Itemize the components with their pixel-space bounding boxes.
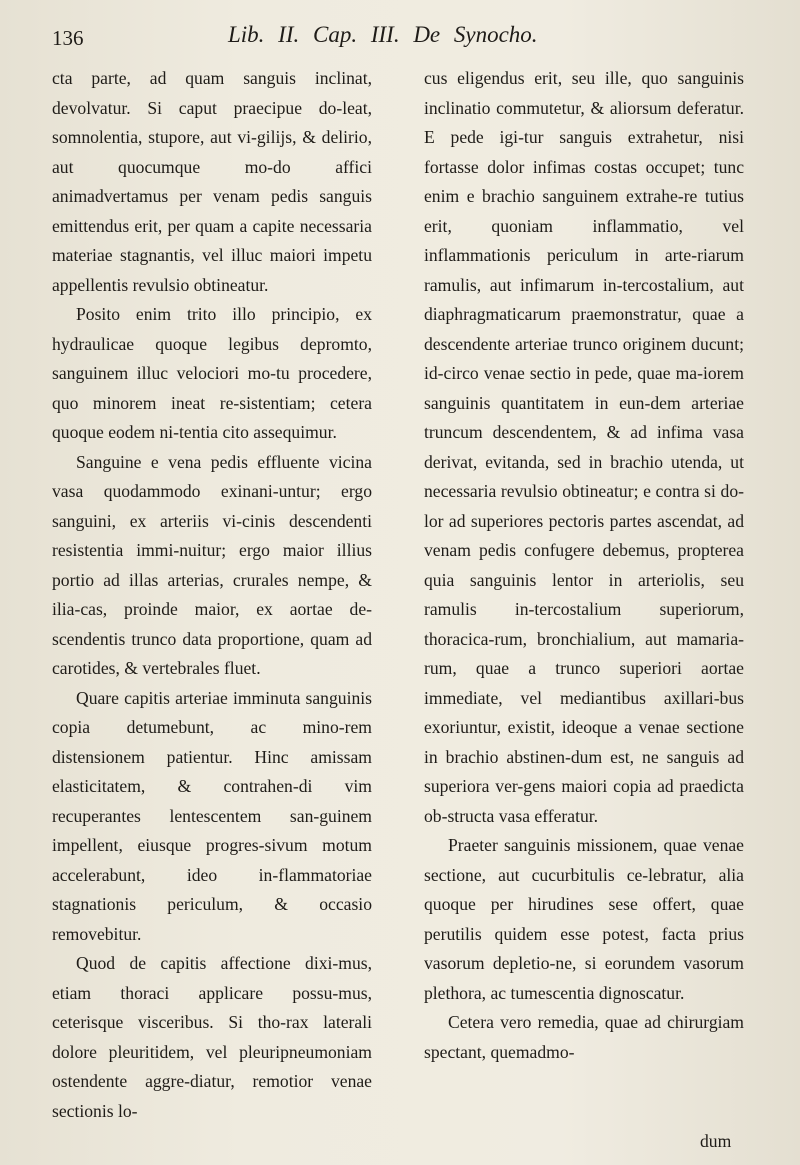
running-title: Lib. II. Cap. III. De Synocho.	[228, 22, 538, 47]
right-column	[424, 64, 744, 1067]
page-number: 136	[52, 26, 84, 50]
paragraph: cus eligendus erit, seu ille, quo sanguinis inclinatio commutetur, & aliorsum deferatur. E pede igi-tur sanguis extrahetur, nisi fortasse dolor infimas costas occupet; tunc enim e brachio sanguinem extrahe-re tutius erit, quoniam inflammatio, vel inflammationis periculum in arte-riarum ramulis, aut infimarum in-tercostalium, aut diaphragmaticarum praemonstratur, quae a descendente arteriae trunco originem ducunt; id-circo venae sectio in pede, quae ma-iorem sanguinis quantitatem in eun-dem arteriae truncum descendentem, & ad infima vasa derivat, evitanda, sed in brachio utenda, ut necessaria revulsio obtineatur; e contra si do-lor ad superiores pectoris partes ascendat, ad venam pedis confugere debemus, propterea quia sanguinis lentor in arteriolis, seu ramulis in-tercostalium superiorum, thoracica-rum, bronchialium, aut mamaria-rum, quae a trunco superiori aortae immediate, vel mediantibus axillari-bus exoriuntur, existit, ideoque a venae sectione in brachio abstinen-dum est, ne sanguis ad superiora ver-gens maiori copia ad praedicta ob-structa vasa efferatur.	[424, 68, 744, 826]
paragraph: Quare capitis arteriae imminuta sanguinis copia detumebunt, ac mino-rem distensionem patientur. Hinc amissam elasticitatem, & contrahen-di vim recuperantes lentescentem san-guinem impellent, eiusque progres-sivum motum accelerabunt, ideo in-flammatoriae stagnationis periculum, & occasio removebitur.	[52, 687, 372, 944]
paragraph: Quod de capitis affectione dixi-mus, etiam thoraci applicare possu-mus, ceterisque visceribus. Si tho-rax laterali dolore pleuritidem, vel pleuripneumoniam ostendente aggre-diatur, remotior venae sectionis lo-	[52, 953, 372, 1121]
paragraph: Cetera vero remedia, quae ad chirurgiam spectant, quemadmo-	[424, 1012, 744, 1062]
paragraph: Posito enim trito illo principio, ex hydraulicae quoque legibus depromto, sanguinem illuc velociori mo-tu procedere, quo minorem ineat re-sistentiam; cetera quoque eodem ni-tentia cito assequimur.	[52, 304, 372, 442]
page-header	[52, 18, 752, 58]
catchword: dum	[700, 1131, 732, 1151]
paragraph: cta parte, ad quam sanguis inclinat, devolvatur. Si caput praecipue do-leat, somnolentia, stupore, aut vi-gilijs, & delirio, aut quocumque mo-do affici animadvertamus per venam pedis sanguis emittendus erit, per quam a capite necessaria materiae stagnantis, vel illuc maiori impetu appellentis revulsio obtineatur.	[52, 68, 372, 295]
paragraph: Praeter sanguinis missionem, quae venae sectione, aut cucurbitulis ce-lebratur, alia quoque per hirudines sese offert, quae perutilis quidem esse potest, facta prius vasorum depletio-ne, si eorundem vasorum plethora, ac tumescentia dignoscatur.	[424, 835, 744, 1003]
paragraph: Sanguine e vena pedis effluente vicina vasa quodammodo exinani-untur; ergo sanguini, ex arteriis vi-cinis descendenti resistentia immi-nuitur; ergo maior illius portio ad illas arterias, crurales nempe, & ilia-cas, proinde maior, ex aortae de-scendentis trunco data proportione, quam ad carotides, & vertebrales fluet.	[52, 451, 372, 678]
left-column	[52, 64, 372, 1126]
